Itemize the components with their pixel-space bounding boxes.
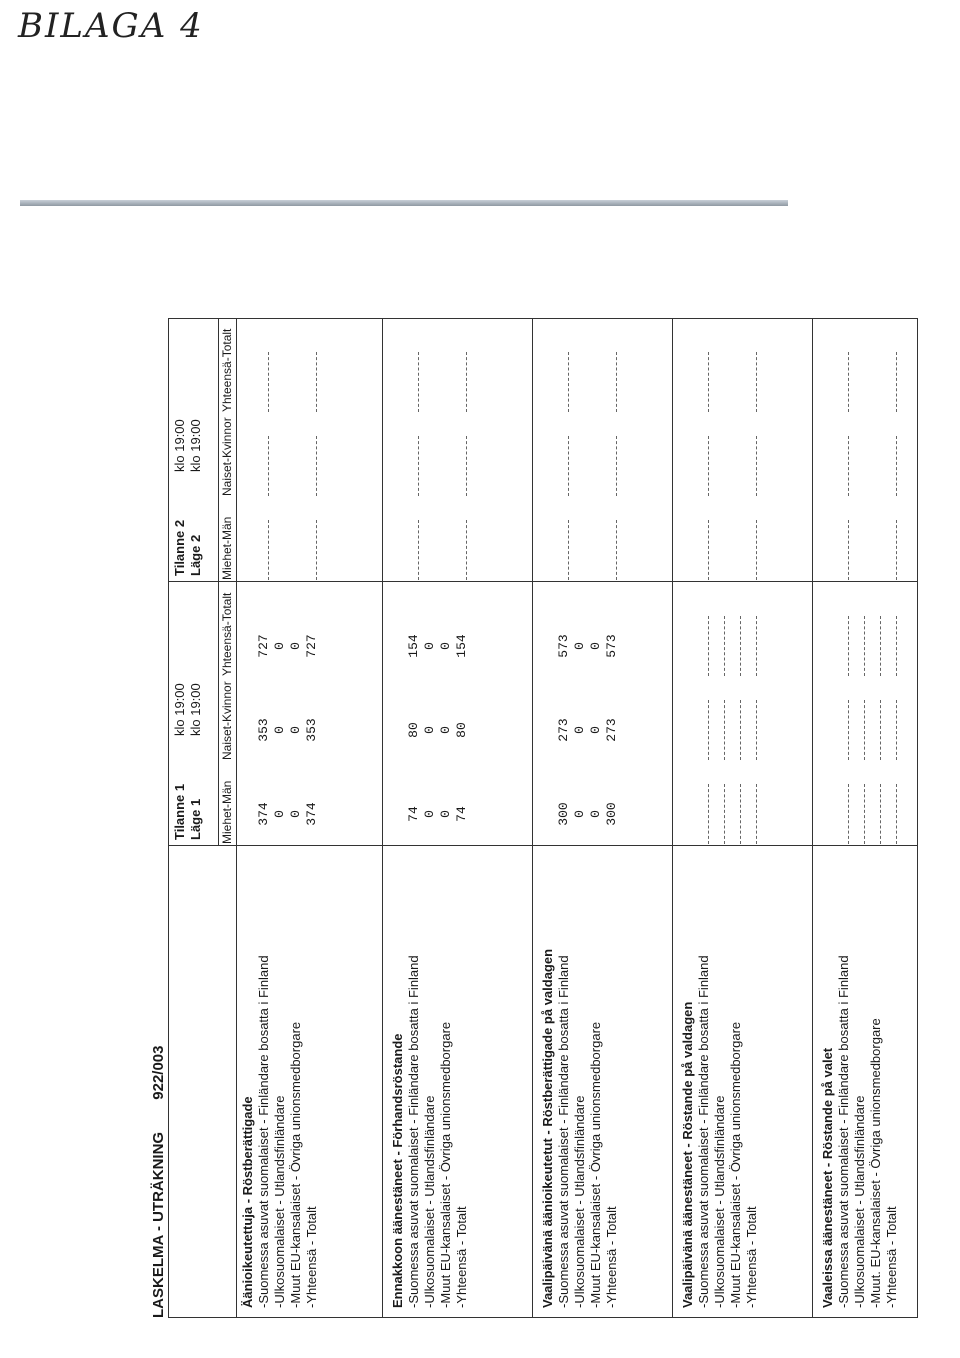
section-divider	[812, 318, 813, 1318]
empty-value-line	[848, 616, 849, 676]
empty-value-line	[756, 616, 757, 676]
value-cell: 0	[438, 810, 453, 818]
header-bottom-line	[236, 318, 237, 1318]
table-row-label: -Suomessa asuvat suomalaiset - Finländare bosatta i Finland	[556, 955, 571, 1308]
value-cell: 0	[572, 642, 587, 650]
column-header: Miehet-Män	[220, 780, 234, 844]
value-cell: 0	[438, 642, 453, 650]
empty-value-line	[848, 784, 849, 844]
empty-value-line	[316, 352, 317, 412]
value-cell: 353	[256, 718, 271, 742]
section-heading: Äänioikeutettuja - Röstberättigade	[240, 1096, 255, 1308]
empty-value-line	[268, 436, 269, 496]
empty-value-line	[568, 352, 569, 412]
period-name-sv: Läge 1	[188, 798, 203, 840]
empty-value-line	[756, 352, 757, 412]
value-cell: 0	[588, 642, 603, 650]
empty-value-line	[756, 436, 757, 496]
period-name-fi: Tilanne 1	[172, 783, 187, 840]
table-row-label: -Ulkosuomalaiset - Utlandsfinländare	[852, 1095, 867, 1308]
empty-value-line	[848, 520, 849, 580]
value-cell: 0	[288, 642, 303, 650]
value-cell: 0	[272, 726, 287, 734]
table-row-label: -Ulkosuomalaiset - Utlandsfinländare	[712, 1095, 727, 1308]
empty-value-line	[848, 436, 849, 496]
empty-value-line	[864, 616, 865, 676]
table-row-label: -Muut. EU-kansalaiset - Övriga unionsmedborgare	[868, 1018, 883, 1308]
empty-value-line	[896, 352, 897, 412]
table-row-label: -Suomessa asuvat suomalaiset - Finländare bosatta i Finland	[256, 955, 271, 1308]
value-cell: 273	[556, 718, 571, 742]
section-divider	[382, 318, 383, 1318]
value-cell: 727	[304, 634, 319, 658]
empty-value-line	[756, 700, 757, 760]
value-cell: 74	[406, 806, 421, 822]
value-cell: 300	[604, 802, 619, 826]
empty-value-line	[316, 520, 317, 580]
value-cell: 0	[572, 810, 587, 818]
value-cell: 300	[556, 802, 571, 826]
document-title: LASKELMA - UTRÄKNING	[150, 1131, 167, 1318]
table-row-label: -Muut EU-kansalaiset - Övriga unionsmedborgare	[588, 1021, 603, 1308]
value-cell: 374	[304, 802, 319, 826]
empty-value-line	[896, 436, 897, 496]
value-cell: 573	[604, 634, 619, 658]
value-cell: 0	[288, 810, 303, 818]
table-row-label: -Ulkosuomalaiset - Utlandsfinländare	[572, 1095, 587, 1308]
rotated-document-sheet	[150, 318, 930, 1318]
column-header: Yhteensä-Totalt	[220, 592, 234, 676]
table-row-label: -Muut EU-kansalaiset - Övriga unionsmedborgare	[288, 1021, 303, 1308]
empty-value-line	[418, 436, 419, 496]
value-cell: 80	[454, 722, 469, 738]
scan-edge-bar	[20, 200, 788, 206]
empty-value-line	[616, 352, 617, 412]
table-row-label: -Muut EU-kansalaiset - Övriga unionsmedborgare	[438, 1021, 453, 1308]
empty-value-line	[756, 784, 757, 844]
empty-value-line	[568, 520, 569, 580]
empty-value-line	[848, 700, 849, 760]
label-column-line	[168, 845, 918, 846]
empty-value-line	[724, 616, 725, 676]
empty-value-line	[418, 520, 419, 580]
period-time: klo 19:00	[188, 419, 203, 472]
table-row-label: -Muut EU-kansalaiset - Övriga unionsmedborgare	[728, 1021, 743, 1308]
value-cell: 273	[604, 718, 619, 742]
table-row-label: -Suomessa asuvat suomalaiset - Finländare bosatta i Finland	[406, 955, 421, 1308]
value-cell: 0	[422, 810, 437, 818]
empty-value-line	[708, 784, 709, 844]
empty-value-line	[708, 520, 709, 580]
table-row-label: -Yhteensä - Totalt	[744, 1206, 759, 1308]
empty-value-line	[896, 520, 897, 580]
empty-value-line	[466, 436, 467, 496]
period-name-sv: Läge 2	[188, 534, 203, 576]
empty-value-line	[896, 784, 897, 844]
period-divider-line	[168, 581, 918, 582]
table-row-label: -Yhteensä - Totalt	[454, 1206, 469, 1308]
value-cell: 0	[572, 726, 587, 734]
value-cell: 154	[454, 634, 469, 658]
section-divider	[672, 318, 673, 1318]
value-cell: 0	[588, 810, 603, 818]
value-cell: 0	[422, 726, 437, 734]
empty-value-line	[708, 436, 709, 496]
period-time: klo 19:00	[188, 683, 203, 736]
value-cell: 573	[556, 634, 571, 658]
column-header: Naiset-Kvinnor	[220, 681, 234, 760]
value-cell: 0	[438, 726, 453, 734]
empty-value-line	[708, 616, 709, 676]
empty-value-line	[466, 352, 467, 412]
value-cell: 74	[454, 806, 469, 822]
handwritten-annotation: BILAGA 4	[18, 6, 204, 46]
value-cell: 0	[588, 726, 603, 734]
table-row-label: -Ulkosuomalaiset - Utlandsfinländare	[422, 1095, 437, 1308]
empty-value-line	[756, 520, 757, 580]
value-cell: 154	[406, 634, 421, 658]
empty-value-line	[708, 700, 709, 760]
table-row-label: -Yhteensä - Totalt	[604, 1206, 619, 1308]
value-cell: 0	[288, 726, 303, 734]
column-header: Miehet-Män	[220, 516, 234, 580]
value-cell: 374	[256, 802, 271, 826]
subheader-line	[218, 318, 219, 846]
section-heading: Vaalipäivänä äänestäneet - Röstande på valdagen	[680, 1001, 695, 1308]
value-cell: 353	[304, 718, 319, 742]
value-cell: 80	[406, 722, 421, 738]
table-row-label: -Yhteensä - Totalt	[884, 1206, 899, 1308]
document-title-bar	[150, 1018, 168, 1319]
empty-value-line	[880, 784, 881, 844]
empty-value-line	[740, 616, 741, 676]
empty-value-line	[616, 436, 617, 496]
period-time: klo 19:00	[172, 419, 187, 472]
period-name-fi: Tilanne 2	[172, 519, 187, 576]
results-table	[168, 318, 918, 1318]
document-code: 922/003	[150, 1045, 167, 1100]
table-row-label: -Suomessa asuvat suomalaiset - Finländare bosatta i Finland	[836, 955, 851, 1308]
empty-value-line	[268, 352, 269, 412]
empty-value-line	[466, 520, 467, 580]
empty-value-line	[316, 436, 317, 496]
empty-value-line	[880, 700, 881, 760]
section-heading: Vaalipäivänä äänioikeutetut - Röstberättigade på valdagen	[540, 948, 555, 1308]
value-cell: 0	[272, 810, 287, 818]
section-heading: Vaaleissa äänestäneet - Röstande på valet	[820, 1047, 835, 1308]
empty-value-line	[896, 700, 897, 760]
empty-value-line	[268, 520, 269, 580]
empty-value-line	[418, 352, 419, 412]
section-heading: Ennakkoon äänestäneet - Förhandsröstande	[390, 1033, 405, 1308]
empty-value-line	[616, 520, 617, 580]
value-cell: 0	[272, 642, 287, 650]
empty-value-line	[740, 700, 741, 760]
value-cell: 0	[422, 642, 437, 650]
empty-value-line	[864, 700, 865, 760]
column-header: Yhteensä-Totalt	[220, 328, 234, 412]
table-row-label: -Ulkosuomalaiset - Utlandsfinländare	[272, 1095, 287, 1308]
empty-value-line	[864, 784, 865, 844]
table-row-label: -Yhteensä - Totalt	[304, 1206, 319, 1308]
empty-value-line	[724, 784, 725, 844]
empty-value-line	[848, 352, 849, 412]
empty-value-line	[724, 700, 725, 760]
period-time: klo 19:00	[172, 683, 187, 736]
value-cell: 727	[256, 634, 271, 658]
empty-value-line	[880, 616, 881, 676]
column-header: Naiset-Kvinnor	[220, 417, 234, 496]
table-row-label: -Suomessa asuvat suomalaiset - Finländare bosatta i Finland	[696, 955, 711, 1308]
empty-value-line	[896, 616, 897, 676]
section-divider	[532, 318, 533, 1318]
empty-value-line	[568, 436, 569, 496]
empty-value-line	[740, 784, 741, 844]
empty-value-line	[708, 352, 709, 412]
